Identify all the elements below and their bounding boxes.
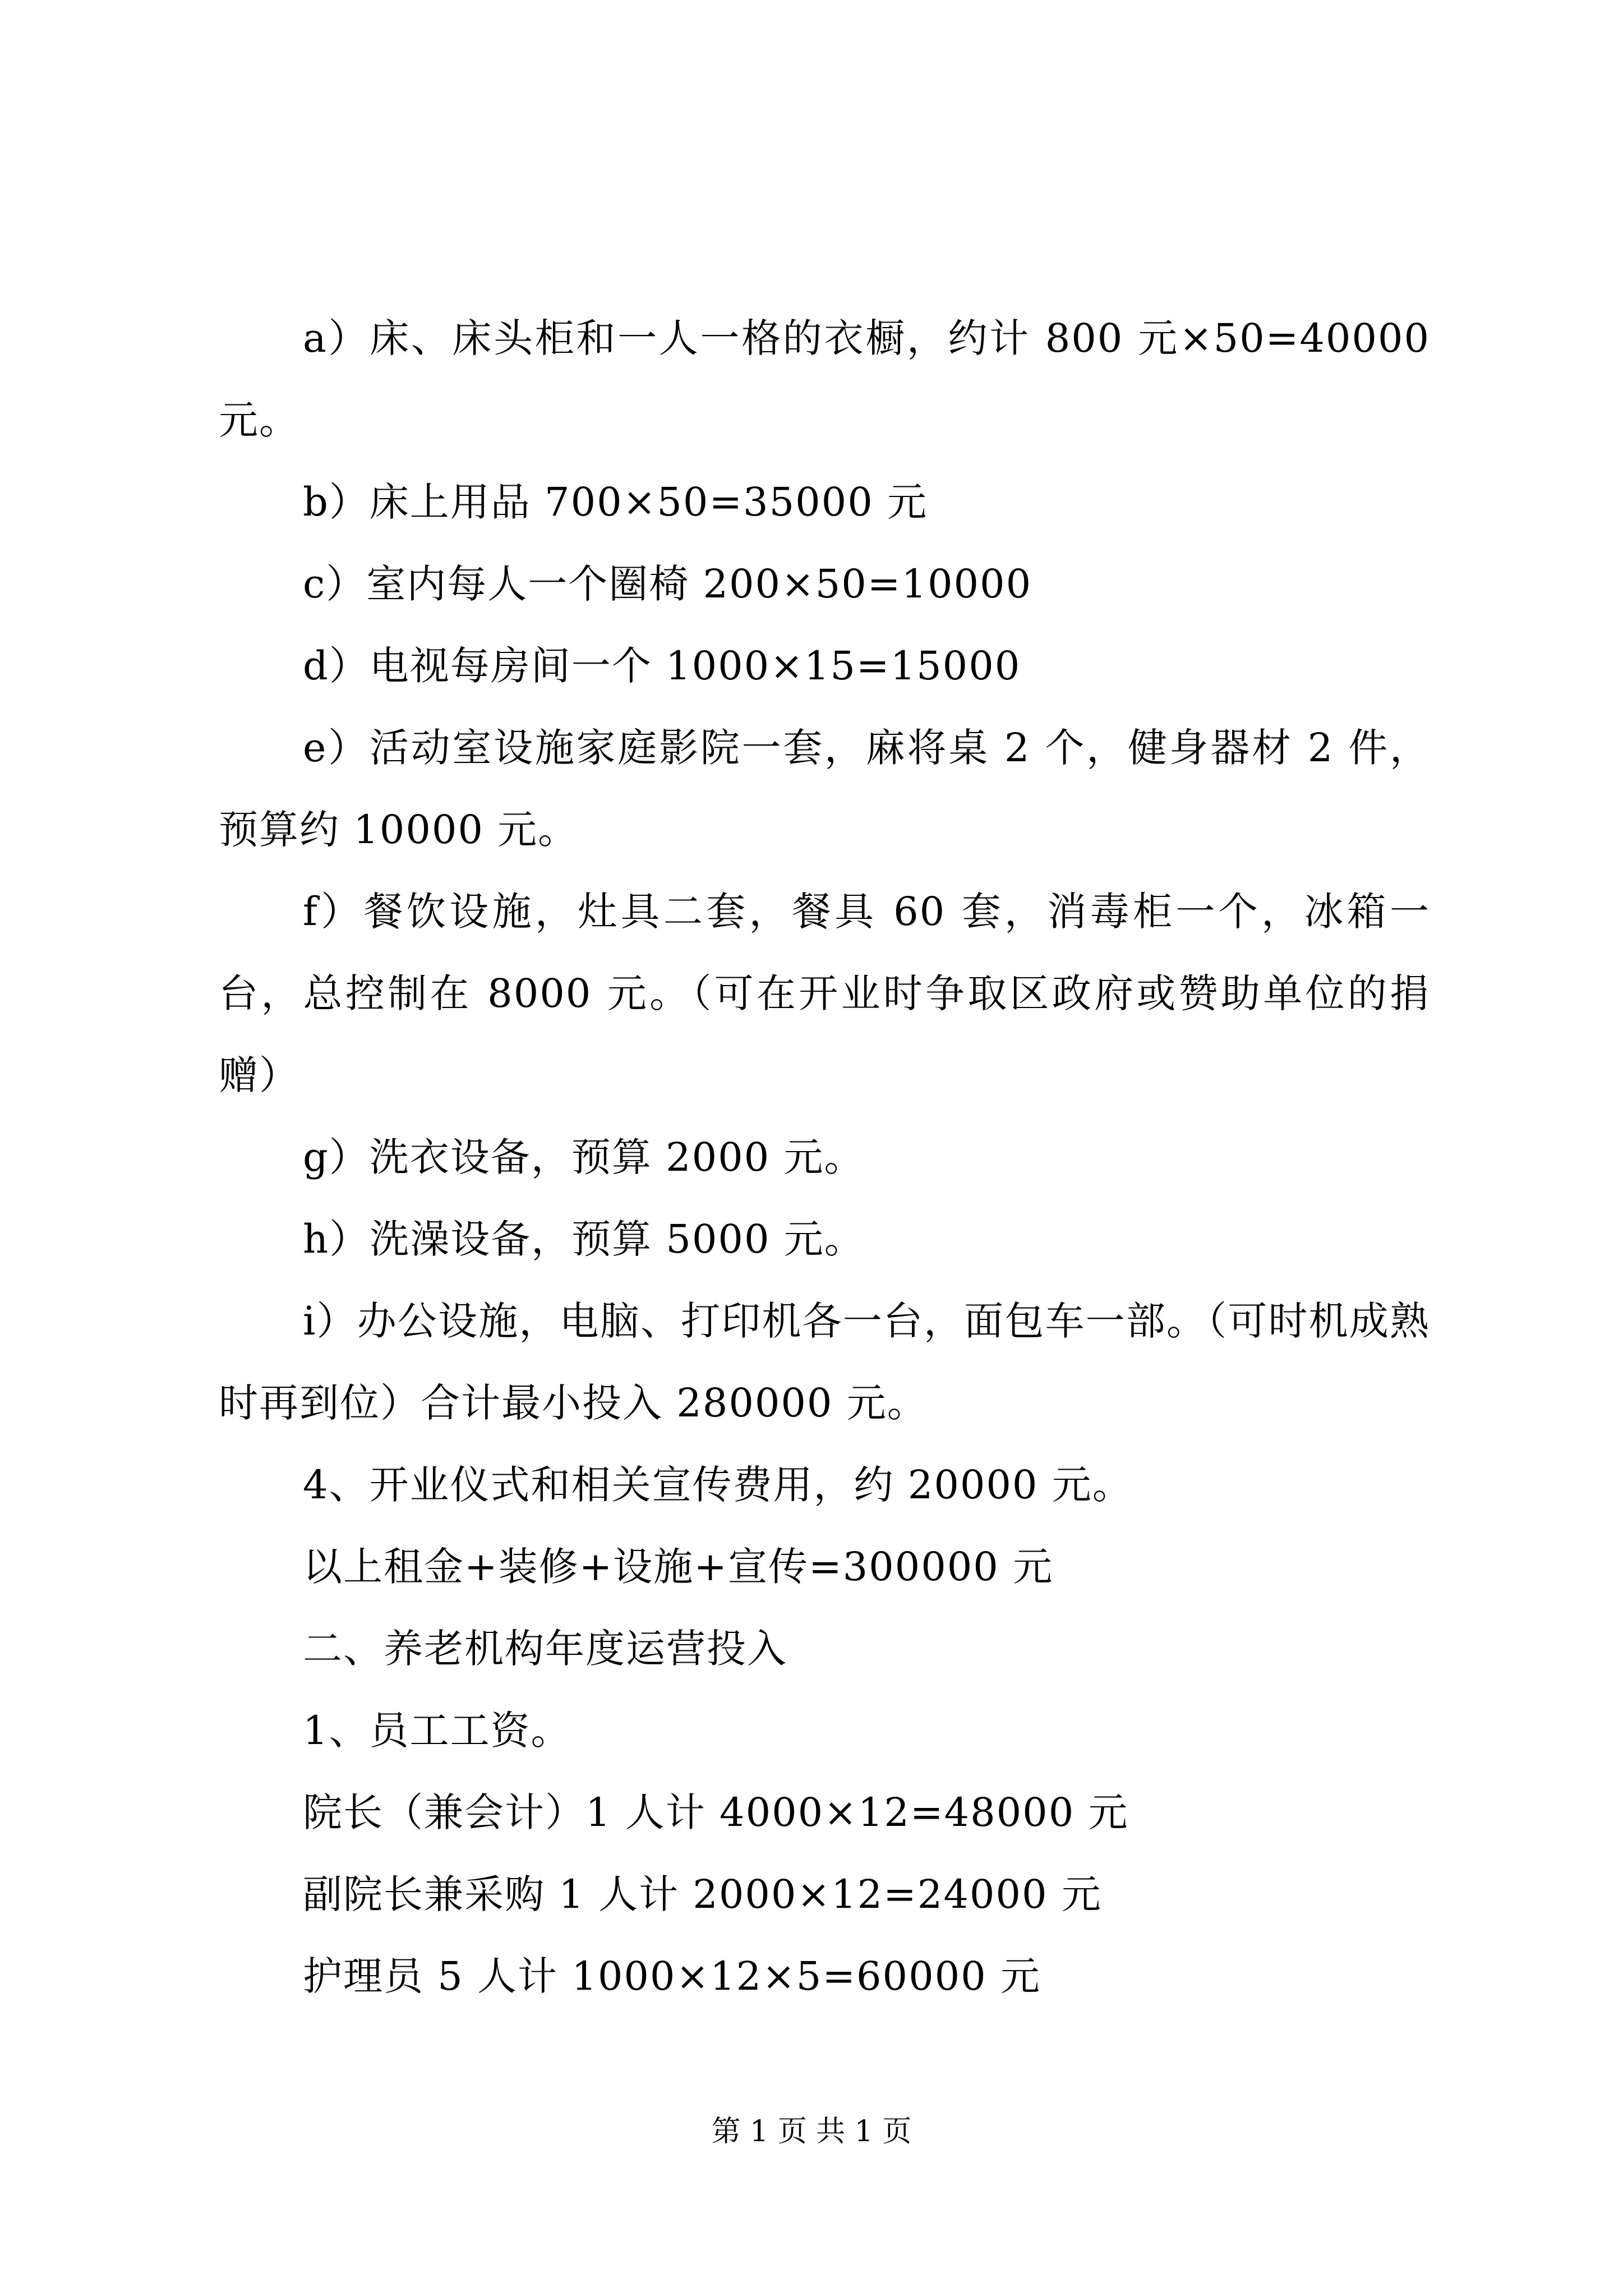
paragraph-c-chairs: c）室内每人一个圈椅 200×50=10000 <box>303 561 1032 607</box>
page-footer: 第 1 页 共 1 页 <box>711 2115 912 2148</box>
section-heading-annual-operation: 二、养老机构年度运营投入 <box>303 1626 787 1672</box>
paragraph-d-tv: d）电视每房间一个 1000×15=15000 <box>303 643 1021 689</box>
paragraph-a-beds: a）床、床头柜和一人一格的衣橱，约计 800 元×50=40000 元。 <box>219 315 1430 443</box>
paragraph-staff-salary: 1、员工工资。 <box>303 1708 571 1754</box>
paragraph-e-activity-room: e）活动室设施家庭影院一套，麻将桌 2 个，健身器材 2 件，预算约 10000 元。 <box>219 725 1430 853</box>
paragraph-f-dining: f）餐饮设施，灶具二套，餐具 60 套，消毒柜一个，冰箱一台，总控制在 8000 元。（可在开业时争取区政府或赞助单位的捐赠） <box>219 889 1430 1098</box>
paragraph-b-bedding: b）床上用品 700×50=35000 元 <box>303 479 928 525</box>
paragraph-director: 院长（兼会计）1 人计 4000×12=48000 元 <box>303 1789 1129 1835</box>
paragraph-g-laundry: g）洗衣设备，预算 2000 元。 <box>303 1134 865 1180</box>
paragraph-i-office: i）办公设施，电脑、打印机各一台，面包车一部。（可时机成熟时再到位）合计最小投入 280000 元。 <box>219 1298 1430 1426</box>
document-body <box>219 297 1430 2017</box>
paragraph-caregivers: 护理员 5 人计 1000×12×5=60000 元 <box>303 1953 1041 1999</box>
paragraph-deputy-director: 副院长兼采购 1 人计 2000×12=24000 元 <box>303 1871 1102 1917</box>
paragraph-total: 以上租金+装修+设施+宣传=300000 元 <box>303 1544 1054 1590</box>
paragraph-h-bathing: h）洗澡设备，预算 5000 元。 <box>303 1216 865 1262</box>
paragraph-opening-ceremony: 4、开业仪式和相关宣传费用，约 20000 元。 <box>303 1462 1133 1508</box>
